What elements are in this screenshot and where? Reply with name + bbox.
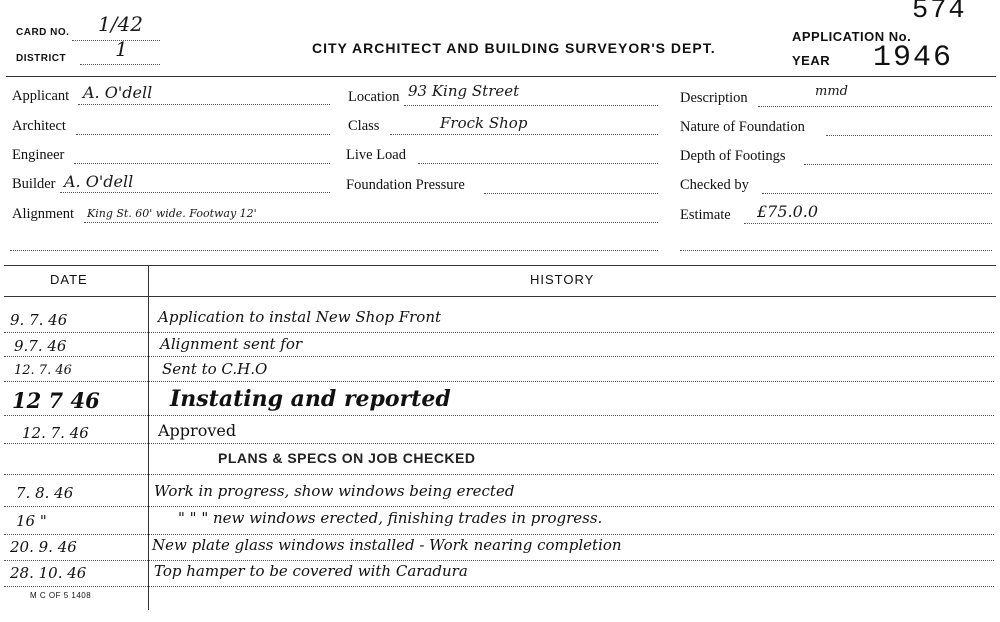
date-column-header: DATE <box>50 272 88 287</box>
table-row-date: 12. 7. 46 <box>22 424 89 442</box>
history-column-header: HISTORY <box>530 272 595 287</box>
blank-line-left <box>10 250 658 251</box>
table-row-date: 20. 9. 46 <box>10 538 77 556</box>
table-row-entry: Top hamper to be covered with Caradura <box>154 562 468 580</box>
builder-line <box>60 192 330 193</box>
row-line <box>4 332 994 333</box>
district-label: DISTRICT <box>16 53 67 64</box>
estimate-line <box>744 223 992 224</box>
date-column-divider <box>148 265 149 610</box>
department-title: CITY ARCHITECT AND BUILDING SURVEYOR'S DEPT. <box>312 40 716 56</box>
depth-line <box>804 164 992 165</box>
location-line <box>404 105 658 106</box>
district-line <box>80 64 160 65</box>
builder-value: A. O'dell <box>64 172 134 191</box>
description-value: mmd <box>815 84 848 99</box>
class-label: Class <box>348 118 380 134</box>
table-row-entry: Application to instal New Shop Front <box>158 308 442 326</box>
estimate-label: Estimate <box>680 207 731 223</box>
card-no-value: 1/42 <box>98 12 143 36</box>
blank-line-right <box>680 250 992 251</box>
table-row-entry: Work in progress, show windows being erected <box>154 482 515 500</box>
location-value: 93 King Street <box>408 82 520 100</box>
description-label: Description <box>680 90 748 106</box>
card-no-label: CARD NO. <box>16 27 70 38</box>
row-line <box>4 534 994 535</box>
plans-checked-stamp: PLANS & SPECS ON JOB CHECKED <box>218 450 476 466</box>
row-line <box>4 356 994 357</box>
header-rule <box>6 76 996 77</box>
year-value: 1946 <box>873 41 954 75</box>
alignment-value: King St. 60' wide. Footway 12' <box>87 207 257 220</box>
alignment-label: Alignment <box>12 206 75 222</box>
architect-line <box>76 134 330 135</box>
nature-line <box>826 135 992 136</box>
form-code: M C OF 5 1408 <box>30 591 92 600</box>
header-row-rule <box>4 296 996 297</box>
table-row-entry: " " " new windows erected, finishing trades in progress. <box>178 509 603 527</box>
table-row-date: 9.7. 46 <box>14 337 67 355</box>
table-row-date: 12. 7. 46 <box>14 363 72 378</box>
depth-of-footings-label: Depth of Footings <box>680 148 786 164</box>
row-line <box>4 474 994 475</box>
row-line <box>4 381 994 382</box>
row-line <box>4 415 994 416</box>
row-line <box>4 586 994 587</box>
estimate-value: £75.0.0 <box>757 202 819 221</box>
live-load-line <box>418 163 658 164</box>
builder-label: Builder <box>12 176 56 192</box>
table-row-entry: New plate glass windows installed - Work nearing completion <box>152 536 622 554</box>
application-no-value: 574 <box>912 0 967 26</box>
table-row-entry: Sent to C.H.O <box>162 360 268 378</box>
live-load-label: Live Load <box>346 147 406 163</box>
table-row-date: 9. 7. 46 <box>10 311 68 329</box>
table-row-entry: Alignment sent for <box>160 335 303 353</box>
table-row-entry: Approved <box>158 421 237 440</box>
alignment-line <box>84 222 658 223</box>
table-row-date: 7. 8. 46 <box>16 484 74 502</box>
application-no-label: APPLICATION No. <box>792 29 912 44</box>
row-line <box>4 506 994 507</box>
engineer-label: Engineer <box>12 147 65 163</box>
row-line <box>4 443 994 444</box>
district-value: 1 <box>115 37 128 61</box>
row-line <box>4 560 994 561</box>
foundation-pressure-label: Foundation Pressure <box>346 177 465 193</box>
table-row-date: 16 " <box>16 512 47 530</box>
class-line <box>390 134 658 135</box>
nature-of-foundation-label: Nature of Foundation <box>680 119 805 135</box>
table-row-entry: Instating and reported <box>170 386 451 412</box>
applicant-label: Applicant <box>12 88 70 104</box>
applicant-value: A. O'dell <box>83 83 153 102</box>
architect-label: Architect <box>12 118 66 134</box>
engineer-line <box>74 163 330 164</box>
foundation-pressure-line <box>484 193 658 194</box>
location-label: Location <box>348 89 400 105</box>
applicant-line <box>78 104 330 105</box>
table-row-date: 12 7 46 <box>12 388 100 413</box>
year-label: YEAR <box>792 53 831 68</box>
checked-by-label: Checked by <box>680 177 749 193</box>
description-line <box>758 106 992 107</box>
class-value: Frock Shop <box>440 114 528 132</box>
checked-by-line <box>762 193 992 194</box>
table-top-rule <box>4 265 996 266</box>
table-row-date: 28. 10. 46 <box>10 564 87 582</box>
